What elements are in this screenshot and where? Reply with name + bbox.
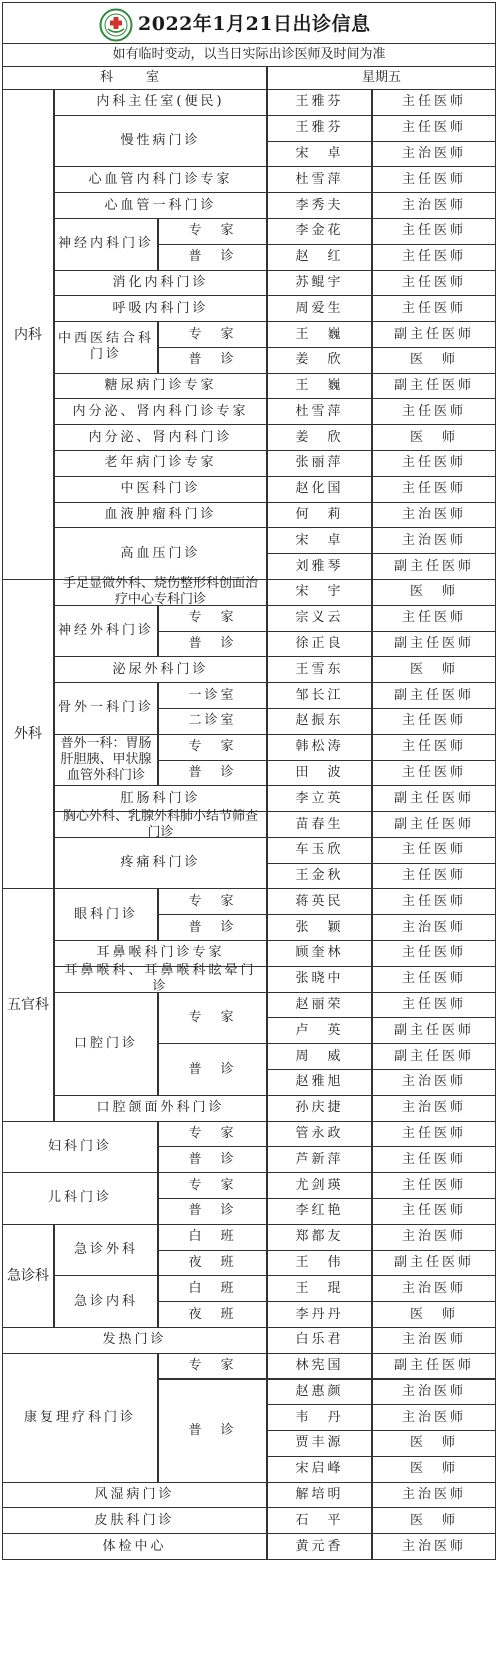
doctor-name: 李秀夫 <box>267 192 372 219</box>
clinic-name: 疼痛科门诊 <box>54 837 267 890</box>
doctor-title: 主治医师 <box>372 1275 496 1302</box>
doctor-title: 主任医师 <box>372 940 496 967</box>
doctor-title: 副主任医师 <box>372 1043 496 1070</box>
doctor-name: 韩松涛 <box>267 734 372 761</box>
doctor-name: 王雪东 <box>267 656 372 683</box>
doctor-name: 林宪国 <box>267 1353 372 1380</box>
doctor-title: 主任医师 <box>372 89 496 116</box>
doctor-name: 邹长江 <box>267 682 372 709</box>
doctor-title: 医 师 <box>372 579 496 606</box>
doctor-name: 杜雪萍 <box>267 166 372 193</box>
doctor-name: 苗春生 <box>267 811 372 838</box>
page-title: 2022年1月21日出诊信息 <box>138 13 371 35</box>
session-label: 普 诊 <box>158 1146 267 1173</box>
clinic-name: 康复理疗科门诊 <box>2 1353 158 1483</box>
session-label: 普 诊 <box>158 244 267 271</box>
doctor-name: 宋 卓 <box>267 141 372 168</box>
doctor-title: 主治医师 <box>372 192 496 219</box>
doctor-name: 王 琨 <box>267 1275 372 1302</box>
doctor-title: 主治医师 <box>372 1095 496 1122</box>
clinic-name: 内科主任室(便民) <box>54 89 267 116</box>
doctor-title: 主任医师 <box>372 476 496 503</box>
doctor-title: 医 师 <box>372 1507 496 1534</box>
doctor-name: 尤剑瑛 <box>267 1172 372 1199</box>
doctor-name: 赵振东 <box>267 708 372 735</box>
doctor-name: 解培明 <box>267 1482 372 1509</box>
session-label: 普 诊 <box>158 631 267 658</box>
session-label: 普 诊 <box>158 1379 267 1483</box>
doctor-title: 医 师 <box>372 1301 496 1328</box>
doctor-title: 主任医师 <box>372 218 496 245</box>
doctor-title: 主任医师 <box>372 1198 496 1225</box>
doctor-title: 主治医师 <box>372 502 496 529</box>
doctor-name: 蒋英民 <box>267 888 372 915</box>
clinic-name: 耳鼻喉科门诊专家 <box>54 940 267 967</box>
clinic-name: 糖尿病门诊专家 <box>54 373 267 400</box>
session-label: 专 家 <box>158 1121 267 1148</box>
doctor-name: 赵 红 <box>267 244 372 271</box>
doctor-title: 主任医师 <box>372 270 496 297</box>
group-label: 五官科 <box>2 888 54 1121</box>
doctor-name: 赵雅旭 <box>267 1069 372 1096</box>
doctor-name: 李立英 <box>267 785 372 812</box>
session-label: 专 家 <box>158 734 267 761</box>
session-label: 普 诊 <box>158 347 267 374</box>
doctor-title: 副主任医师 <box>372 1017 496 1044</box>
session-label: 白 班 <box>158 1275 267 1302</box>
clinic-name: 内分泌、肾内科门诊专家 <box>54 398 267 425</box>
clinic-name: 老年病门诊专家 <box>54 450 267 477</box>
doctor-name: 郑都友 <box>267 1224 372 1251</box>
doctor-title: 主任医师 <box>372 734 496 761</box>
clinic-name: 中医科门诊 <box>54 476 267 503</box>
clinic-name: 发热门诊 <box>2 1327 267 1354</box>
session-label: 普 诊 <box>158 1198 267 1225</box>
doctor-name: 苏鲲宇 <box>267 270 372 297</box>
doctor-title: 医 师 <box>372 424 496 451</box>
doctor-title: 主任医师 <box>372 1172 496 1199</box>
header-weekday: 星期五 <box>267 66 496 90</box>
clinic-name: 神经内科门诊 <box>54 218 158 271</box>
doctor-title: 主治医师 <box>372 1327 496 1354</box>
doctor-title: 主治医师 <box>372 1069 496 1096</box>
doctor-title: 副主任医师 <box>372 1250 496 1277</box>
clinic-name: 口腔门诊 <box>54 992 158 1096</box>
notice-text: 如有临时变动，以当日实际出诊医师及时间为准 <box>2 43 496 67</box>
doctor-title: 主治医师 <box>372 141 496 168</box>
group-label: 内科 <box>2 89 54 580</box>
session-label: 专 家 <box>158 1172 267 1199</box>
clinic-name: 胸心外科、乳腺外科肺小结节筛查门诊 <box>54 811 267 838</box>
session-label: 专 家 <box>158 605 267 632</box>
doctor-name: 田 波 <box>267 760 372 787</box>
doctor-name: 李红艳 <box>267 1198 372 1225</box>
clinic-name: 心血管一科门诊 <box>54 192 267 219</box>
session-label: 普 诊 <box>158 914 267 941</box>
doctor-name: 黄元香 <box>267 1533 372 1560</box>
doctor-title: 主任医师 <box>372 295 496 322</box>
clinic-name: 骨外一科门诊 <box>54 682 158 735</box>
doctor-name: 姜 欣 <box>267 424 372 451</box>
clinic-name: 高血压门诊 <box>54 527 267 580</box>
doctor-title: 医 师 <box>372 1456 496 1483</box>
clinic-name: 耳鼻喉科、耳鼻喉科眩晕门诊 <box>54 966 267 993</box>
doctor-title: 主任医师 <box>372 863 496 890</box>
doctor-name: 王雅芬 <box>267 89 372 116</box>
doctor-name: 白乐君 <box>267 1327 372 1354</box>
doctor-title: 主任医师 <box>372 166 496 193</box>
clinic-name: 消化内科门诊 <box>54 270 267 297</box>
session-label: 普 诊 <box>158 760 267 787</box>
doctor-title: 主治医师 <box>372 527 496 554</box>
doctor-title: 主治医师 <box>372 1482 496 1509</box>
doctor-name: 王 巍 <box>267 321 372 348</box>
group-label: 急诊科 <box>2 1224 54 1328</box>
clinic-name: 中西医结合科门诊 <box>54 321 158 374</box>
doctor-name: 车玉欣 <box>267 837 372 864</box>
doctor-name: 赵惠颜 <box>267 1379 372 1406</box>
session-label: 专 家 <box>158 992 267 1045</box>
doctor-title: 主任医师 <box>372 760 496 787</box>
clinic-name: 妇科门诊 <box>2 1121 158 1174</box>
doctor-title: 主任医师 <box>372 992 496 1019</box>
clinic-name: 泌尿外科门诊 <box>54 656 267 683</box>
doctor-title: 主任医师 <box>372 1146 496 1173</box>
doctor-title: 主任医师 <box>372 398 496 425</box>
session-label: 一诊室 <box>158 682 267 709</box>
doctor-name: 宋启峰 <box>267 1456 372 1483</box>
clinic-name: 肛肠科门诊 <box>54 785 267 812</box>
doctor-title: 副主任医师 <box>372 553 496 580</box>
group-label: 外科 <box>2 579 54 889</box>
doctor-title: 副主任医师 <box>372 1353 496 1380</box>
clinic-name: 口腔颌面外科门诊 <box>54 1095 267 1122</box>
doctor-name: 杜雪萍 <box>267 398 372 425</box>
doctor-name: 韦 丹 <box>267 1404 372 1431</box>
doctor-title: 副主任医师 <box>372 785 496 812</box>
doctor-name: 刘雅琴 <box>267 553 372 580</box>
doctor-name: 周 威 <box>267 1043 372 1070</box>
clinic-name: 急诊外科 <box>54 1224 158 1277</box>
doctor-title: 主任医师 <box>372 605 496 632</box>
clinic-name: 心血管内科门诊专家 <box>54 166 267 193</box>
clinic-name: 呼吸内科门诊 <box>54 295 267 322</box>
clinic-name: 血液肿瘤科门诊 <box>54 502 267 529</box>
clinic-name: 皮肤科门诊 <box>2 1507 267 1534</box>
doctor-name: 宋 卓 <box>267 527 372 554</box>
doctor-name: 徐正良 <box>267 631 372 658</box>
session-label: 夜 班 <box>158 1250 267 1277</box>
doctor-name: 李丹丹 <box>267 1301 372 1328</box>
doctor-title: 副主任医师 <box>372 631 496 658</box>
doctor-title: 主治医师 <box>372 1533 496 1560</box>
doctor-name: 姜 欣 <box>267 347 372 374</box>
doctor-title: 主治医师 <box>372 1379 496 1406</box>
clinic-name: 普外一科：胃肠肝胆胰、甲状腺血管外科门诊 <box>54 734 158 787</box>
clinic-name: 手足显微外科、烧伤整形科创面治疗中心专科门诊 <box>54 579 267 606</box>
doctor-title: 主任医师 <box>372 244 496 271</box>
session-label: 白 班 <box>158 1224 267 1251</box>
doctor-title: 主任医师 <box>372 966 496 993</box>
doctor-title: 主任医师 <box>372 450 496 477</box>
clinic-name: 内分泌、肾内科门诊 <box>54 424 267 451</box>
clinic-name: 风湿病门诊 <box>2 1482 267 1509</box>
doctor-name: 芦新萍 <box>267 1146 372 1173</box>
session-label: 夜 班 <box>158 1301 267 1328</box>
doctor-title: 主治医师 <box>372 1404 496 1431</box>
doctor-name: 王 伟 <box>267 1250 372 1277</box>
doctor-title: 副主任医师 <box>372 373 496 400</box>
clinic-name: 体检中心 <box>2 1533 267 1560</box>
doctor-name: 赵化国 <box>267 476 372 503</box>
clinic-name: 儿科门诊 <box>2 1172 158 1225</box>
doctor-name: 贾丰源 <box>267 1430 372 1457</box>
doctor-name: 卢 英 <box>267 1017 372 1044</box>
clinic-name: 慢性病门诊 <box>54 115 267 168</box>
doctor-name: 石 平 <box>267 1507 372 1534</box>
doctor-title: 医 师 <box>372 656 496 683</box>
doctor-title: 主任医师 <box>372 1121 496 1148</box>
doctor-title: 主治医师 <box>372 1224 496 1251</box>
doctor-name: 王 巍 <box>267 373 372 400</box>
doctor-title: 副主任医师 <box>372 811 496 838</box>
doctor-name: 宋 宇 <box>267 579 372 606</box>
doctor-name: 孙庆捷 <box>267 1095 372 1122</box>
clinic-name: 眼科门诊 <box>54 888 158 941</box>
session-label: 专 家 <box>158 1353 267 1380</box>
doctor-title: 副主任医师 <box>372 321 496 348</box>
session-label: 专 家 <box>158 888 267 915</box>
header-department: 科 室 <box>2 66 267 90</box>
clinic-name: 神经外科门诊 <box>54 605 158 658</box>
doctor-title: 医 师 <box>372 1430 496 1457</box>
doctor-name: 何 莉 <box>267 502 372 529</box>
doctor-title: 主任医师 <box>372 708 496 735</box>
doctor-name: 赵丽荣 <box>267 992 372 1019</box>
doctor-title: 医 师 <box>372 347 496 374</box>
doctor-name: 张 颖 <box>267 914 372 941</box>
doctor-name: 张丽萍 <box>267 450 372 477</box>
doctor-name: 周爱生 <box>267 295 372 322</box>
doctor-title: 主治医师 <box>372 914 496 941</box>
clinic-name: 急诊内科 <box>54 1275 158 1328</box>
doctor-name: 顾奎林 <box>267 940 372 967</box>
doctor-title: 主任医师 <box>372 837 496 864</box>
session-label: 专 家 <box>158 321 267 348</box>
session-label: 二诊室 <box>158 708 267 735</box>
doctor-name: 王金秋 <box>267 863 372 890</box>
doctor-name: 李金花 <box>267 218 372 245</box>
session-label: 专 家 <box>158 218 267 245</box>
session-label: 普 诊 <box>158 1043 267 1096</box>
doctor-title: 副主任医师 <box>372 682 496 709</box>
doctor-name: 张晓中 <box>267 966 372 993</box>
doctor-title: 主任医师 <box>372 888 496 915</box>
doctor-name: 宗义云 <box>267 605 372 632</box>
doctor-name: 王雅芬 <box>267 115 372 142</box>
doctor-title: 主任医师 <box>372 115 496 142</box>
doctor-name: 管永政 <box>267 1121 372 1148</box>
